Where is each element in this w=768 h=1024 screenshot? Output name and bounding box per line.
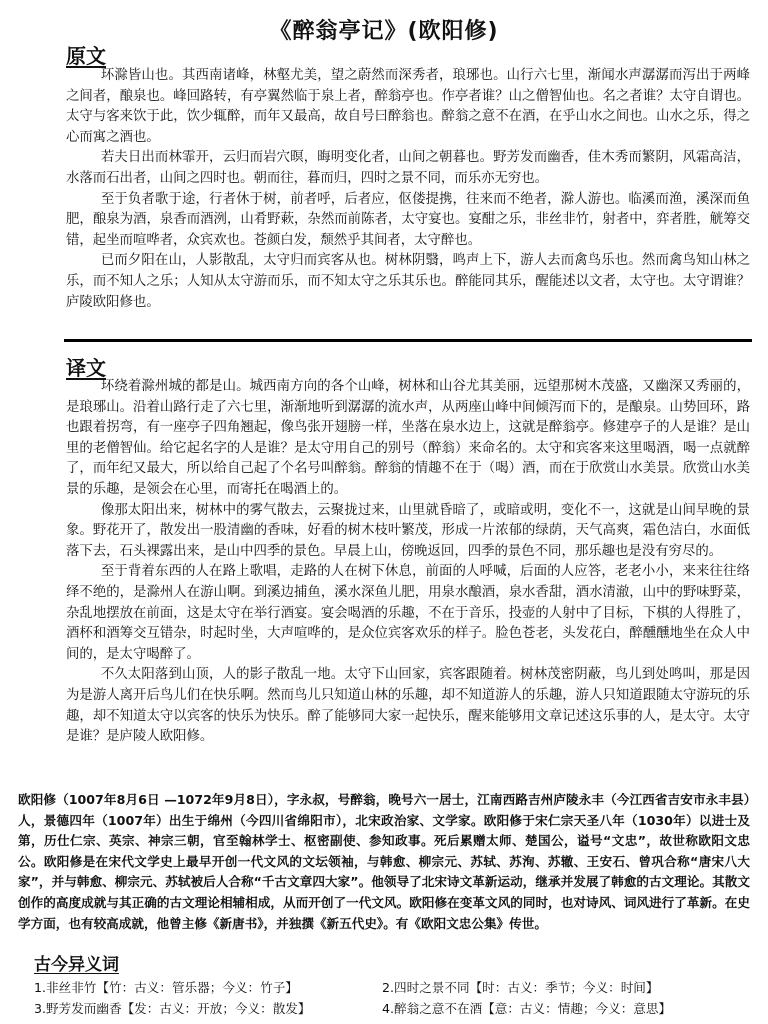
- original-paragraph: 已而夕阳在山，人影散乱，太守归而宾客从也。树林阴翳，鸣声上下，游人去而禽鸟乐也。然而禽鸟知山林之乐，而不知人之乐；人知从太守游而乐，而不知太守之乐其乐也。醉能同其乐，醒能述以文者，太守也。太守谓谁？庐陵欧阳修也。: [66, 253, 750, 310]
- author-biography: 欧阳修（1007年8月6日 —1072年9月8日），字永叔，号醉翁，晚号六一居士，江南西路吉州庐陵永丰（今江西省吉安市永丰县）人，景德四年（1007年）出生于绵州（今四川省绵阳市），北宋政治家、文学家。欧阳修于宋仁宗天圣八年（1030年）以进士及第，历仕仁宗、英宗、神宗三朝，官至翰林学士、枢密副使、参知政事。死后累赠太师、楚国公，谥号“文忠”，故世称欧阳文忠公。欧阳修是在宋代文学史上最早开创一代文风的文坛领袖，与韩愈、柳宗元、苏轼、苏洵、苏辙、王安石、曾巩合称“唐宋八大家”，并与韩愈、柳宗元、苏轼被后人合称“千古文章四大家”。他领导了北宋诗文革新运动，继承并发展了韩愈的古文理论。其散文创作的高度成就与其正确的古文理论相辅相成，从而开创了一代文风。欧阳修在变革文风的同时，也对诗风、词风进行了革新。在史学方面，也有较高成就，他曾主修《新唐书》，并独撰《新五代史》。有《欧阳文忠公集》传世。: [18, 792, 750, 931]
- terms-row: [34, 977, 754, 998]
- translation-paragraph: 环绕着滁州城的都是山。城西南方向的各个山峰，树林和山谷尤其美丽，远望那树木茂盛，又幽深又秀丽的，是琅琊山。沿着山路行走了六七里，渐渐地听到潺潺的流水声，从两座山峰中间倾泻而下的，是酿泉。山势回环，路也跟着拐弯，有一座亭子四角翘起，像鸟张开翅膀一样，坐落在泉水边上，这就是醉翁亭。修建亭子的人是谁？是山里的老僧智仙。给它起名字的人是谁？是太守用自己的别号（醉翁）来命名的。太守和宾客来这里喝酒，喝一点就醉了，而年纪又最大，所以给自己起了个名号叫醉翁。醉翁的情趣不在于（喝）酒，而在于欣赏山水美景。欣赏山水美景的乐趣，是领会在心里，而寄托在喝酒上的。: [66, 379, 750, 497]
- document-title: 《醉翁亭记》(欧阳修): [269, 19, 499, 44]
- original-paragraph: 环滁皆山也。其西南诸峰，林壑尤美，望之蔚然而深秀者，琅琊也。山行六七里，渐闻水声潺潺而泻出于两峰之间者，酿泉也。峰回路转，有亭翼然临于泉上者，醉翁亭也。作亭者谁？山之僧智仙也。名之者谁？太守自谓也。太守与客来饮于此，饮少辄醉，而年又最高，故自号曰醉翁也。醉翁之意不在酒，在乎山水之间也。山水之乐，得之心而寓之酒也。: [66, 68, 750, 145]
- translation-heading: 译文: [66, 356, 106, 380]
- term-item: 1.非丝非竹【竹：古义：管乐器；今义：竹子】: [34, 980, 298, 995]
- original-paragraph: 若夫日出而林霏开，云归而岩穴暝，晦明变化者，山间之朝暮也。野芳发而幽香，佳木秀而繁阴，风霜高洁，水落而石出者，山间之四时也。朝而往，暮而归，四时之景不同，而乐亦无穷也。: [66, 150, 750, 186]
- original-paragraph: 至于负者歌于途，行者休于树，前者呼，后者应，伛偻提携，往来而不绝者，滁人游也。临溪而渔，溪深而鱼肥，酿泉为酒，泉香而酒洌，山肴野蔌，杂然而前陈者，太守宴也。宴酣之乐，非丝非竹，射者中，弈者胜，觥筹交错，起坐而喧哗者，众宾欢也。苍颜白发，颓然乎其间者，太守醉也。: [66, 191, 750, 248]
- translation-text: [66, 377, 750, 748]
- section-divider: [64, 339, 752, 342]
- terms-heading: 古今异义词: [34, 955, 119, 975]
- term-item: 4.醉翁之意不在酒【意：古义：情趣；今义：意思】: [382, 1001, 672, 1016]
- term-item: 2.四时之景不同【时：古义：季节；今义：时间】: [382, 980, 659, 995]
- translation-paragraph: 不久太阳落到山顶，人的影子散乱一地。太守下山回家，宾客跟随着。树林茂密阴蔽，鸟儿到处鸣叫，那是因为是游人离开后鸟儿们在快乐啊。然而鸟儿只知道山林的乐趣，却不知道游人的乐趣，游人只知道跟随太守游玩的乐趣，却不知道太守以宾客的快乐为快乐。醉了能够同大家一起快乐，醒来能够用文章记述这乐事的人，是太守。太守是谁？是庐陵人欧阳修。: [66, 667, 750, 745]
- terms-list: [34, 977, 754, 1019]
- translation-paragraph: 至于背着东西的人在路上歌唱，走路的人在树下休息，前面的人呼喊，后面的人应答，老老小小，来来往往络绎不绝的，是滁州人在游山啊。到溪边捕鱼，溪水深鱼儿肥，用泉水酿酒，泉水香甜，酒水清澈，山中的野味野菜，杂乱地摆放在前面，这是太守在举行酒宴。宴会喝酒的乐趣，不在于音乐，投壶的人射中了目标，下棋的人得胜了，酒杯和酒筹交互错杂，时起时坐，大声喧哗的，是众位宾客欢乐的样子。脸色苍老，头发花白，醉醺醺地坐在众人中间的，是太守喝醉了。: [66, 564, 750, 662]
- translation-paragraph: 像那太阳出来，树林中的雾气散去，云聚拢过来，山里就昏暗了，或暗或明，变化不一，这就是山间早晚的景象。野花开了，散发出一股清幽的香味，好看的树木枝叶繁茂，形成一片浓郁的绿荫，天气高爽，霜色洁白，水面低落下去，石头裸露出来，是山中四季的景色。早晨上山，傍晚返回，四季的景色不同，那乐趣也是没有穷尽的。: [66, 502, 750, 559]
- terms-row: [34, 998, 754, 1019]
- term-item: 3.野芳发而幽香【发：古义：开放；今义：散发】: [34, 1001, 311, 1016]
- original-heading: 原文: [66, 44, 106, 68]
- original-text: [66, 66, 750, 313]
